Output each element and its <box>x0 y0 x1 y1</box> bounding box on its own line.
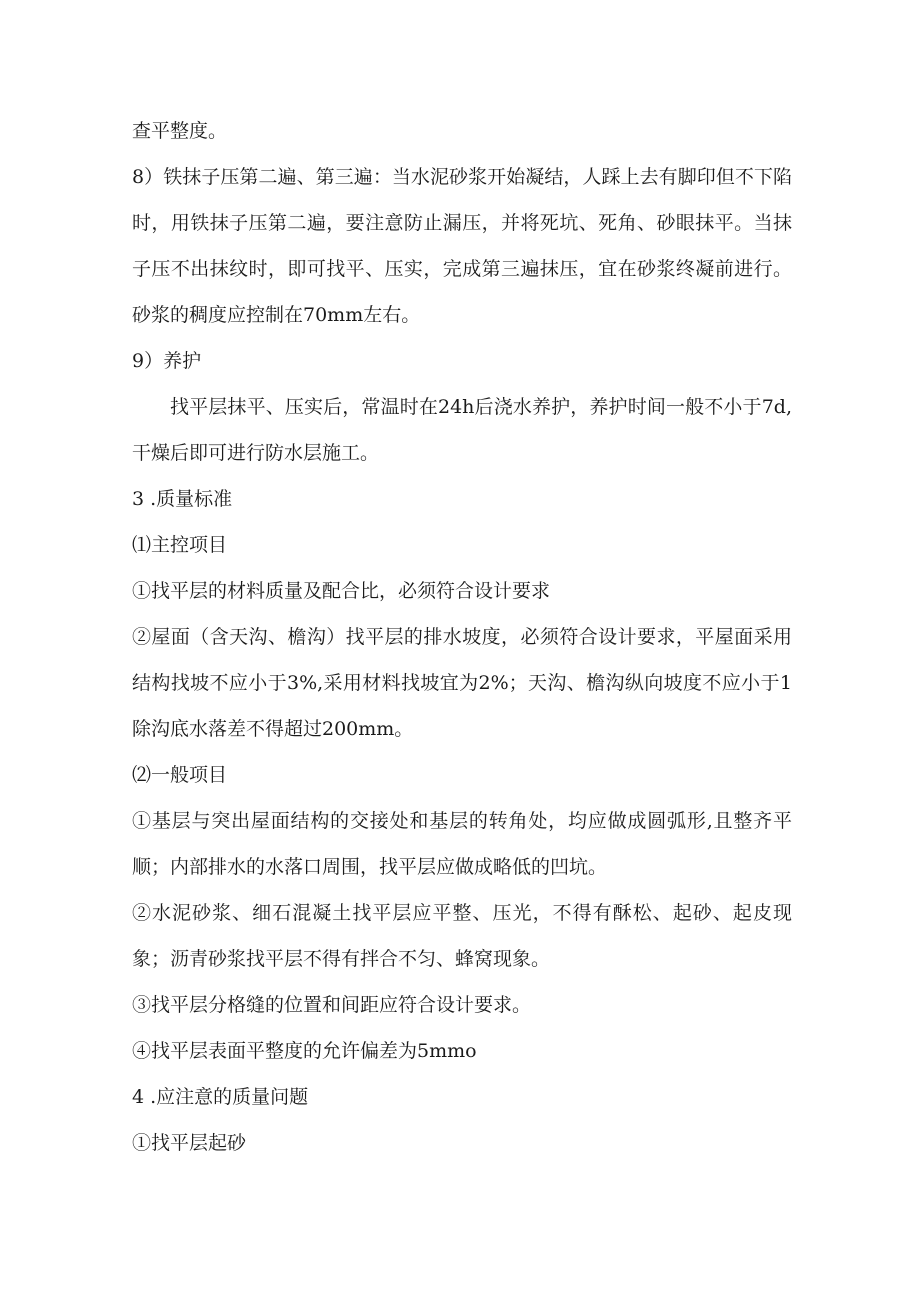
list-item-general-3: ③找平层分格缝的位置和间距应符合设计要求。 <box>132 994 532 1016</box>
paragraph-curing: 找平层抹平、压实后，常温时在24h后浇水养护，养护时间一般不小于7d,干燥后即可进行防水层施工。 <box>132 396 792 464</box>
paragraph-step-8: 8）铁抹子压第二遍、第三遍：当水泥砂浆开始凝结，人踩上去有脚印但不下陷时，用铁抹子压第二遍，要注意防止漏压，并将死坑、死角、砂眼抹平。当抹子压不出抹纹时，即可找平、压实，完成第三遍抹压，宜在砂浆终凝前进行。砂浆的稠度应控制在70mm左右。 <box>132 166 792 326</box>
document-body <box>132 108 792 1166</box>
list-item-main-2: ②屋面（含天沟、檐沟）找平层的排水坡度，必须符合设计要求，平屋面采用结构找坡不应小于3%,采用材料找坡宜为2%；天沟、檐沟纵向坡度不应小于1除沟底水落差不得超过200mm。 <box>132 626 792 740</box>
list-item-main-1: ①找平层的材料质量及配合比，必须符合设计要求 <box>132 580 551 602</box>
section-heading-quality-issues: 4 .应注意的质量问题 <box>132 1086 309 1108</box>
list-item-issue-1: ①找平层起砂 <box>132 1132 247 1154</box>
subheading-general-items: ⑵一般项目 <box>132 764 228 786</box>
section-heading-quality-standard: 3 .质量标准 <box>132 488 233 510</box>
list-item-general-1: ①基层与突出屋面结构的交接处和基层的转角处，均应做成圆弧形,且整齐平顺；内部排水的水落口周围，找平层应做成略低的凹坑。 <box>132 810 792 878</box>
paragraph-step-9-heading: 9）养护 <box>132 350 202 372</box>
paragraph-continuation: 查平整度。 <box>132 120 228 142</box>
list-item-general-4: ④找平层表面平整度的允许偏差为5mmo <box>132 1040 477 1062</box>
list-item-general-2: ②水泥砂浆、细石混凝土找平层应平整、压光，不得有酥松、起砂、起皮现象；沥青砂浆找平层不得有拌合不匀、蜂窝现象。 <box>132 902 792 970</box>
subheading-main-control-items: ⑴主控项目 <box>132 534 228 556</box>
